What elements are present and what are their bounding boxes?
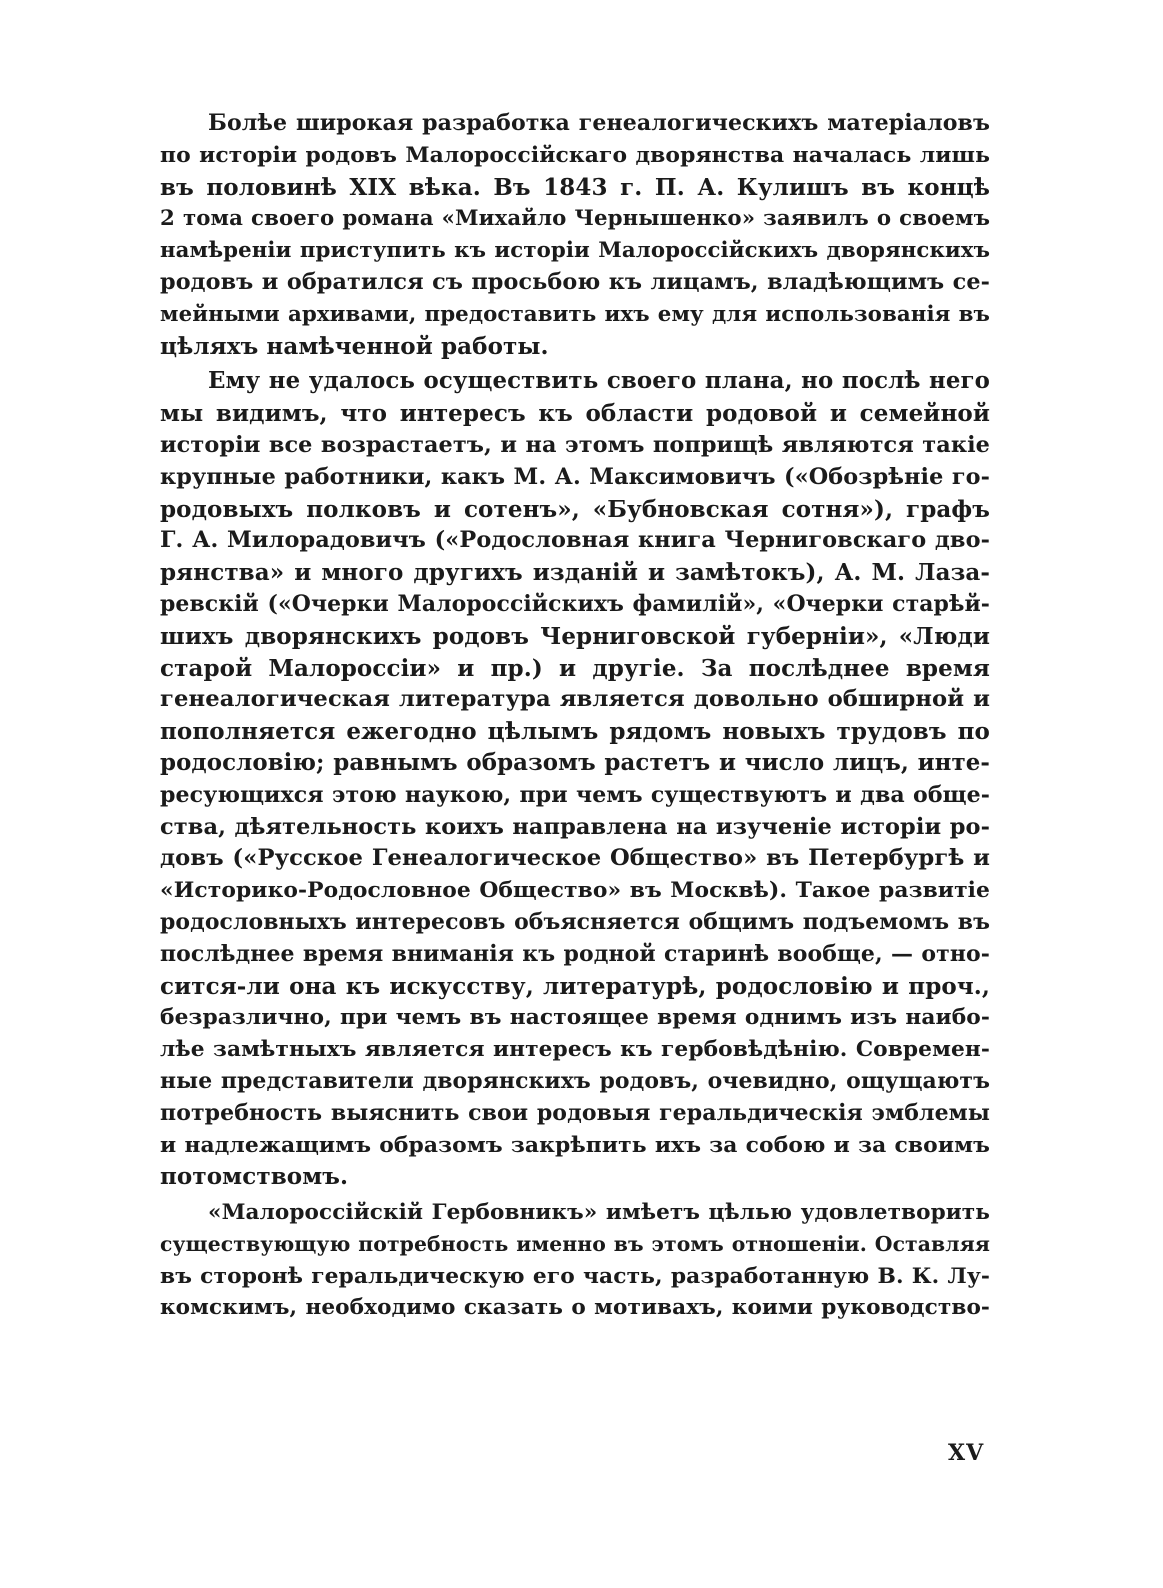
text-line: комскимъ, необходимо сказать о мотивахъ, коими руководство- xyxy=(160,1295,990,1321)
text-line: существующую потребность именно въ этомъ отношеніи. Оставляя xyxy=(160,1231,990,1256)
text-line: Ему не удалось осуществить своего плана, но послѣ него xyxy=(208,368,990,395)
text-line: безразлично, при чемъ въ настоящее время однимъ изъ наибо- xyxy=(160,1005,990,1031)
text-line: по исторіи родовъ Малороссійскаго дворянства началась лишь xyxy=(160,142,990,168)
text-line: родовъ и обратился съ просьбою къ лицамъ, владѣющимъ се- xyxy=(160,268,990,295)
text-line: ные представители дворянскихъ родовъ, очевидно, ощущаютъ xyxy=(160,1067,990,1094)
text-line: родовыхъ полковъ и сотенъ», «Бубновская сотня»), графъ xyxy=(160,495,990,523)
page-number: XV xyxy=(948,1440,985,1466)
text-line: цѣляхъ намѣченной работы. xyxy=(160,332,549,360)
text-line: ства, дѣятельность коихъ направлена на изученіе исторіи ро- xyxy=(160,813,990,840)
paragraph-3 xyxy=(160,1197,990,1324)
text-line: мейными архивами, предоставить ихъ ему для использованія въ xyxy=(160,301,990,327)
text-line: пополняется ежегодно цѣлымъ рядомъ новыхъ трудовъ по xyxy=(160,718,990,746)
text-line: Болѣе широкая разработка генеалогическихъ матеріаловъ xyxy=(208,110,990,136)
text-line: родословію; равнымъ образомъ растетъ и число лицъ, инте- xyxy=(160,749,990,776)
text-line: крупные работники, какъ М. А. Максимовичъ («Обозрѣніе го- xyxy=(160,463,990,490)
text-line: въ сторонѣ геральдическую его часть, разработанную В. К. Лу- xyxy=(160,1263,990,1289)
paragraph-2 xyxy=(160,366,990,1193)
text-line: шихъ дворянскихъ родовъ Черниговской губерніи», «Люди xyxy=(160,622,990,650)
paragraph-1 xyxy=(160,108,990,362)
text-line: мы видимъ, что интересъ къ области родовой и семейной xyxy=(160,400,990,428)
text-line: ревскій («Очерки Малороссійскихъ фамилій», «Очерки старѣй- xyxy=(160,590,990,617)
text-line: 2 тома своего романа «Михайло Чернышенко» заявилъ о своемъ xyxy=(160,206,990,232)
text-line: старой Малороссіи» и пр.) и другіе. За послѣднее время xyxy=(160,654,990,682)
text-line: «Малороссійскій Гербовникъ» имѣетъ цѣлью удовлетворить xyxy=(208,1200,990,1226)
text-line: послѣднее время вниманія къ родной старинѣ вообще, — отно- xyxy=(160,940,990,967)
text-line: лѣе замѣтныхъ является интересъ къ гербовѣдѣнію. Современ- xyxy=(160,1037,990,1063)
text-line: генеалогическая литература является довольно обширной и xyxy=(160,686,990,713)
text-line: исторіи все возрастаетъ, и на этомъ поприщѣ являются такіе xyxy=(160,431,990,458)
text-line: сится-ли она къ искусству, литературѣ, родословію и проч., xyxy=(160,972,990,1000)
text-line: ресующихся этою наукою, при чемъ существуютъ и два обще- xyxy=(160,781,990,808)
text-line: потомствомъ. xyxy=(160,1163,349,1191)
page-body xyxy=(160,108,990,1324)
text-line: Г. А. Милорадовичъ («Родословная книга Черниговскаго дво- xyxy=(160,527,990,554)
text-line: родословныхъ интересовъ объясняется общимъ подъемомъ въ xyxy=(160,908,990,935)
text-line: рянства» и много другихъ изданій и замѣтокъ), А. М. Лаза- xyxy=(160,559,990,587)
text-line: намѣреніи приступить къ исторіи Малороссійскихъ дворянскихъ xyxy=(160,238,990,264)
text-line: и надлежащимъ образомъ закрѣпить ихъ за собою и за своимъ xyxy=(160,1132,990,1158)
text-line: потребность выяснить свои родовыя геральдическія эмблемы xyxy=(160,1099,990,1126)
text-line: въ половинѣ XIX вѣка. Въ 1843 г. П. А. Кулишъ въ концѣ xyxy=(160,173,990,201)
text-line: довъ («Русское Генеалогическое Общество» въ Петербургѣ и xyxy=(160,845,990,872)
text-line: «Историко-Родословное Общество» въ Москвѣ). Такое развитіе xyxy=(160,878,990,904)
